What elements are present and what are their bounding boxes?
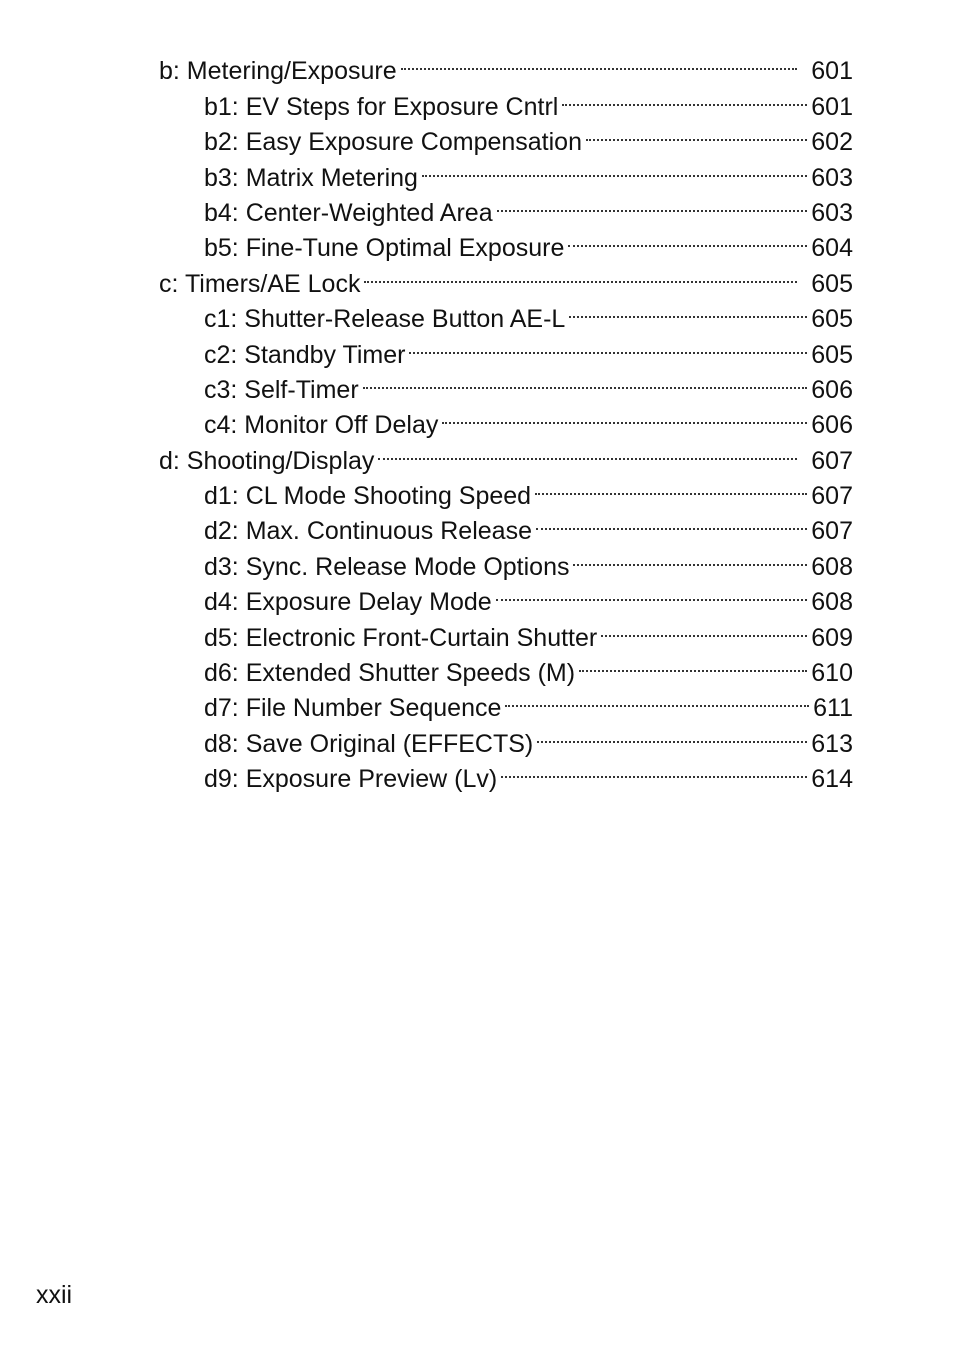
toc-page-number: 608 [811,552,853,581]
toc-page-number: 601 [811,57,853,86]
dot-leader [586,115,807,150]
toc-entry-label: b4: Center-Weighted Area [204,198,493,227]
toc-page-number: 609 [811,623,853,652]
toc-entry-label: b3: Matrix Metering [204,163,418,192]
dot-leader [537,716,807,751]
dot-leader [562,79,807,114]
toc-entry-label: d7: File Number Sequence [204,694,502,723]
dot-leader [409,327,807,362]
toc-page-number: 608 [811,588,853,617]
dot-leader [378,433,797,468]
toc-page-number: 601 [811,92,853,121]
toc-page-number: 605 [811,340,853,369]
toc-entry-label: d9: Exposure Preview (Lv) [204,765,498,794]
page-folio: xxii [36,1281,73,1309]
toc-entry-label: d3: Sync. Release Mode Options [204,552,570,581]
dot-leader [501,752,807,787]
toc-page-number: 604 [811,234,853,263]
toc-entry-label: d6: Extended Shutter Speeds (M) [204,659,576,688]
toc-page-number: 606 [811,375,853,404]
dot-leader [497,186,808,221]
dot-leader [364,256,797,291]
dot-leader [568,221,807,256]
toc-entry-label: b1: EV Steps for Exposure Cntrl [204,92,559,121]
toc-page-number: 607 [811,482,853,511]
dot-leader [601,610,807,645]
table-of-contents [159,44,853,794]
dot-leader [536,504,807,539]
dot-leader [573,539,807,574]
toc-entry-label: c: Timers/AE Lock [159,269,361,298]
dot-leader [422,150,807,185]
dot-leader [401,44,798,79]
toc-entry-label: b: Metering/Exposure [159,57,397,86]
toc-page-number: 610 [811,659,853,688]
toc-entry-label: c3: Self-Timer [204,375,359,404]
toc-entry-label: b2: Easy Exposure Compensation [204,128,582,157]
toc-page-number: 602 [811,128,853,157]
dot-leader [579,646,807,681]
toc-section-b-metering-exposure[interactable] [159,44,853,86]
toc-page-number: 614 [811,765,853,794]
dot-leader [442,398,807,433]
dot-leader [505,681,809,716]
toc-page-number: 607 [811,517,853,546]
toc-page-number: 605 [811,269,853,298]
dot-leader [569,292,807,327]
toc-entry-label: d1: CL Mode Shooting Speed [204,482,532,511]
toc-entry-label: d2: Max. Continuous Release [204,517,532,546]
toc-entry-label: d8: Save Original (EFFECTS) [204,729,534,758]
toc-page-number: 607 [811,446,853,475]
toc-page-number: 605 [811,305,853,334]
toc-page-number: 603 [811,163,853,192]
toc-entry-label: b5: Fine-Tune Optimal Exposure [204,234,565,263]
toc-page-number: 603 [811,198,853,227]
dot-leader [535,469,807,504]
toc-entry-label: d: Shooting/Display [159,446,375,475]
toc-entry-label: d4: Exposure Delay Mode [204,588,492,617]
dot-leader [496,575,808,610]
dot-leader [363,363,808,398]
toc-page-number: 613 [811,729,853,758]
toc-entry-label: c2: Standby Timer [204,340,406,369]
toc-page-number: 611 [813,694,853,723]
toc-entry-label: c4: Monitor Off Delay [204,411,439,440]
toc-page-number: 606 [811,411,853,440]
toc-entry-label: c1: Shutter-Release Button AE-L [204,305,566,334]
toc-entry-label: d5: Electronic Front-Curtain Shutter [204,623,598,652]
